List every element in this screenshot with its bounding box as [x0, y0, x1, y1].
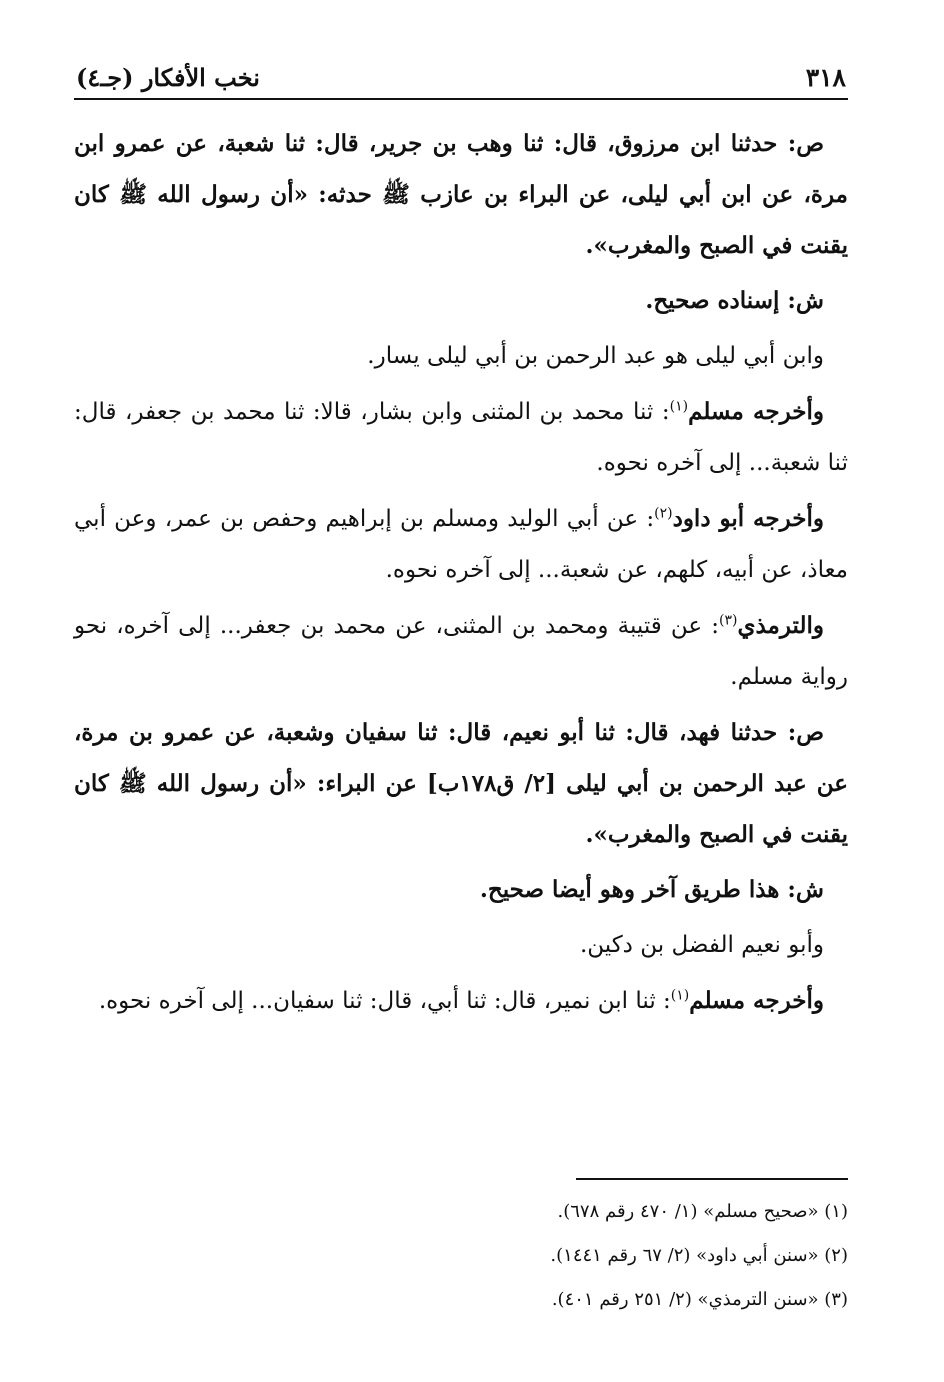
text-paragraph — [74, 118, 848, 271]
text-paragraph — [74, 707, 848, 860]
page-header — [74, 56, 848, 100]
text-paragraph — [74, 864, 848, 916]
paragraph-text: وابن أبي ليلى هو عبد الرحمن بن أبي ليلى يسار. — [367, 343, 824, 369]
main-text — [74, 118, 848, 1027]
footnote-item: (٢) «سنن أبي داود» (٢/ ٦٧ رقم ١٤٤١). — [550, 1245, 848, 1266]
paragraph-text: هذا طريق آخر وهو أيضا صحيح. — [479, 876, 788, 903]
paragraph-marker: ص: — [787, 719, 824, 746]
running-title: نخب الأفكار (جـ٤) — [76, 63, 260, 92]
book-page — [74, 56, 848, 1342]
text-paragraph — [74, 386, 848, 489]
paragraph-text: حدثنا فهد، قال: ثنا أبو نعيم، قال: ثنا سفيان وشعبة، عن عمرو بن مرة، عن عبد الرحمن بن أبي ليلى [٢/ ق١٧٨ب] عن البراء: «أن رسول الله ﷺ كان يقنت في الصبح والمغرب». — [74, 719, 848, 848]
footnote-item: (١) «صحيح مسلم» (١/ ٤٧٠ رقم ٦٧٨). — [557, 1201, 848, 1222]
text-paragraph — [74, 493, 848, 596]
paragraph-marker: ص: — [787, 130, 824, 157]
page-number: ٣١٨ — [805, 63, 846, 92]
text-paragraph — [74, 275, 848, 327]
footnote-ref[interactable]: (١) — [670, 987, 690, 1004]
footnote-ref[interactable]: (٣) — [719, 612, 738, 629]
text-paragraph — [74, 600, 848, 703]
paragraph-text: : ثنا محمد بن المثنى وابن بشار، قالا: ثنا محمد بن جعفر، قال: ثنا شعبة... إلى آخره نحوه. — [74, 399, 848, 476]
paragraph-lead: وأخرجه أبو داود — [672, 505, 825, 532]
text-paragraph — [74, 975, 848, 1027]
footnote-ref[interactable]: (١) — [669, 398, 689, 415]
footnote-divider — [576, 1178, 848, 1180]
paragraph-text: وأبو نعيم الفضل بن دكين. — [579, 932, 824, 958]
paragraph-marker: ش: — [787, 876, 824, 903]
paragraph-lead: والترمذي — [737, 612, 824, 639]
paragraph-lead: وأخرجه مسلم — [688, 398, 824, 425]
footnote-ref[interactable]: (٢) — [654, 505, 673, 522]
paragraph-lead: وأخرجه مسلم — [689, 987, 824, 1014]
paragraph-text: : عن أبي الوليد ومسلم بن إبراهيم وحفص بن عمر، وعن أبي معاذ، عن أبيه، كلهم، عن شعبة... إلى آخره نحوه. — [74, 506, 848, 583]
paragraph-marker: ش: — [787, 287, 824, 314]
paragraph-text: إسناده صحيح. — [645, 287, 788, 314]
paragraph-text: حدثنا ابن مرزوق، قال: ثنا وهب بن جرير، قال: ثنا شعبة، عن عمرو ابن مرة، عن ابن أبي ليلى، عن البراء بن عازب ﷺ حدثه: «أن رسول الله ﷺ كان يقنت في الصبح والمغرب». — [74, 130, 848, 259]
text-paragraph — [74, 920, 848, 971]
paragraph-text: : ثنا ابن نمير، قال: ثنا أبي، قال: ثنا سفيان... إلى آخره نحوه. — [98, 988, 671, 1014]
footnote-item: (٣) «سنن الترمذي» (٢/ ٢٥١ رقم ٤٠١). — [551, 1289, 848, 1310]
footnotes — [74, 1190, 848, 1322]
text-paragraph — [74, 331, 848, 382]
paragraph-text: : عن قتيبة ومحمد بن المثنى، عن محمد بن جعفر... إلى آخره، نحو رواية مسلم. — [74, 613, 848, 690]
